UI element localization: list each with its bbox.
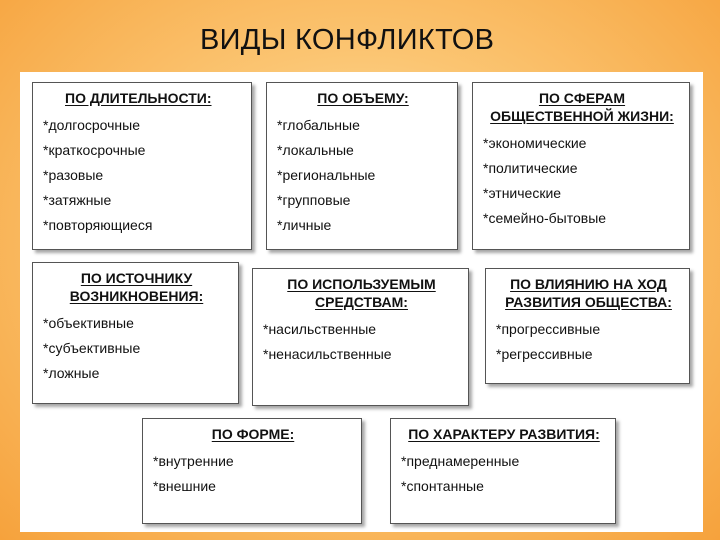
box-by-form: [142, 418, 362, 524]
box-by-duration: [32, 82, 252, 250]
list-item: *субъективные: [43, 340, 141, 356]
list-item: *ложные: [43, 365, 100, 381]
box-title: ПО СФЕРАМ ОБЩЕСТВЕННОЙ ЖИЗНИ:: [490, 90, 674, 124]
list-item: *ненасильственные: [263, 346, 392, 362]
list-item: *глобальные: [277, 117, 360, 133]
box-title: ПО ДЛИТЕЛЬНОСТИ:: [65, 90, 212, 106]
list-item: *внутренние: [153, 453, 234, 469]
list-item: *долгосрочные: [43, 117, 140, 133]
box-title: ПО ФОРМЕ:: [211, 426, 295, 442]
box-title: ПО ХАРАКТЕРУ РАЗВИТИЯ:: [408, 426, 600, 442]
list-item: *регрессивные: [496, 346, 593, 362]
list-item: *политические: [483, 160, 578, 176]
list-item: *семейно-бытовые: [483, 210, 607, 226]
box-title: ПО ВЛИЯНИЮ НА ХОД РАЗВИТИЯ ОБЩЕСТВА:: [505, 276, 672, 310]
list-item: *повторяющиеся: [43, 217, 153, 233]
list-item: *прогрессивные: [496, 321, 601, 337]
list-item: *спонтанные: [401, 478, 484, 494]
box-title: ПО ИСПОЛЬЗУЕМЫМ СРЕДСТВАМ:: [287, 276, 436, 310]
list-item: *затяжные: [43, 192, 112, 208]
list-item: *внешние: [153, 478, 216, 494]
box-by-influence-on-society: [485, 268, 690, 384]
box-title: ПО ОБЪЕМУ:: [317, 90, 409, 106]
list-item: *этнические: [483, 185, 562, 201]
list-item: *насильственные: [263, 321, 377, 337]
list-item: *личные: [277, 217, 332, 233]
list-item: *разовые: [43, 167, 104, 183]
list-item: *объективные: [43, 315, 134, 331]
page-title: ВИДЫ КОНФЛИКТОВ: [200, 24, 495, 56]
list-item: *преднамеренные: [401, 453, 520, 469]
box-by-scope: [266, 82, 458, 250]
box-by-means: [252, 268, 469, 406]
list-item: *экономические: [483, 135, 587, 151]
list-item: *локальные: [277, 142, 354, 158]
box-by-social-spheres: [472, 82, 690, 250]
list-item: *групповые: [277, 192, 351, 208]
box-title: ПО ИСТОЧНИКУ ВОЗНИКНОВЕНИЯ:: [69, 270, 204, 304]
list-item: *краткосрочные: [43, 142, 146, 158]
box-by-development-character: [390, 418, 616, 524]
list-item: *региональные: [277, 167, 376, 183]
box-by-source: [32, 262, 239, 404]
diagram-panel: [20, 72, 703, 532]
